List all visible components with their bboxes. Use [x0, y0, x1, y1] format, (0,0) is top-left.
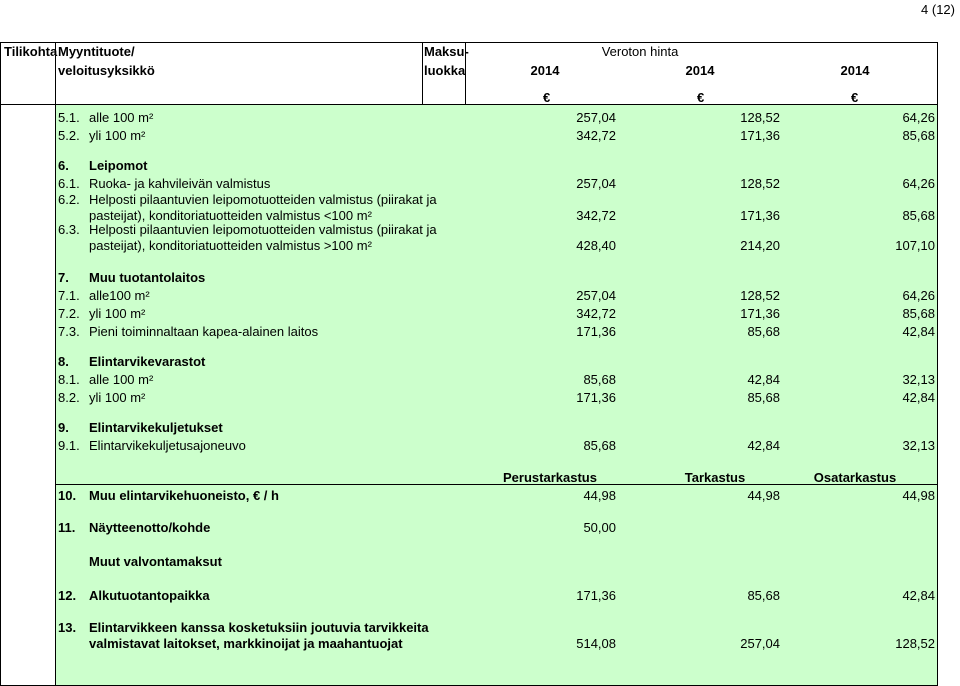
value-1: 171,36 [576, 324, 616, 339]
value-1: 257,04 [576, 176, 616, 191]
value-3: 85,68 [902, 306, 935, 321]
row-number: 6.1. [58, 176, 80, 191]
value-2: 128,52 [740, 176, 780, 191]
header-year-1: 2014 [530, 63, 560, 78]
row-label: Muu tuotantolaitos [89, 270, 206, 285]
row-number: 9. [58, 420, 69, 435]
value-1: 257,04 [576, 110, 616, 125]
row-number: 12. [58, 588, 77, 603]
value-3: 42,84 [902, 324, 935, 339]
value-3: 64,26 [902, 288, 935, 303]
row-number: 7.2. [58, 306, 80, 321]
value-2: 214,20 [740, 238, 780, 253]
value-1: 171,36 [576, 588, 616, 603]
value-3: 32,13 [902, 438, 935, 453]
row-label: Helposti pilaantuvien leipomotuotteiden valmistus (piirakat ja [89, 192, 437, 207]
header-fee: Maksu- [424, 44, 469, 59]
value-1: 342,72 [576, 208, 616, 223]
header-year-2: 2014 [685, 63, 715, 78]
header-year-3: 2014 [840, 63, 870, 78]
value-2: 171,36 [740, 306, 780, 321]
value-3: 128,52 [895, 636, 935, 651]
value-3: 64,26 [902, 176, 935, 191]
page-number: 4 (12) [921, 2, 955, 17]
row-label: Näytteenotto/kohde [89, 520, 211, 535]
value-3: 85,68 [902, 208, 935, 223]
value-2: 171,36 [740, 208, 780, 223]
header-product: Myyntituote/ [58, 44, 135, 59]
row-label: alle 100 m² [89, 110, 154, 125]
value-2: 128,52 [740, 110, 780, 125]
row-number: 5.1. [58, 110, 80, 125]
row-label: Ruoka- ja kahvileivän valmistus [89, 176, 271, 191]
row-label-cont: valmistavat laitokset, markkinoijat ja maahantuojat [89, 636, 403, 651]
row-number: 10. [58, 488, 77, 503]
currency-3: € [851, 90, 859, 105]
value-3: 42,84 [902, 588, 935, 603]
header-unit: veloitusyksikkö [58, 63, 155, 78]
subheader-osatarkastus: Osatarkastus [813, 470, 897, 485]
row-label: Elintarvikekuljetusajoneuvo [89, 438, 246, 453]
value-2: 42,84 [747, 438, 780, 453]
value-1: 342,72 [576, 306, 616, 321]
row-number: 7.1. [58, 288, 80, 303]
value-3: 107,10 [895, 238, 935, 253]
row-label: Elintarvikekuljetukset [89, 420, 223, 435]
fee-table [0, 42, 938, 686]
value-3: 42,84 [902, 390, 935, 405]
left-column [0, 104, 56, 686]
row-number: 7.3. [58, 324, 80, 339]
row-label: Elintarvikkeen kanssa kosketuksiin joutuvia tarvikkeita [89, 620, 429, 635]
row-label: Elintarvikevarastot [89, 354, 206, 369]
value-2: 42,84 [747, 372, 780, 387]
row-number: 8.2. [58, 390, 80, 405]
row-number: 11. [58, 520, 76, 535]
row-label: yli 100 m² [89, 128, 146, 143]
header-tilikohta: Tilikohta [4, 44, 58, 59]
value-2: 85,68 [747, 390, 780, 405]
value-3: 85,68 [902, 128, 935, 143]
row-number: 6.2. [58, 192, 80, 207]
currency-2: € [697, 90, 705, 105]
row-number: 6.3. [58, 222, 80, 237]
row-number: 6. [58, 158, 69, 173]
header-class: luokka [424, 63, 466, 78]
row-number: 8.1. [58, 372, 80, 387]
row-label: Helposti pilaantuvien leipomotuotteiden valmistus (piirakat ja [89, 222, 437, 237]
value-1: 50,00 [583, 520, 616, 535]
row-label: Muut valvontamaksut [89, 554, 222, 569]
value-2: 257,04 [740, 636, 780, 651]
currency-1: € [543, 90, 551, 105]
value-1: 257,04 [576, 288, 616, 303]
row-number: 9.1. [58, 438, 80, 453]
value-1: 44,98 [583, 488, 616, 503]
row-number: 5.2. [58, 128, 80, 143]
value-1: 85,68 [583, 372, 616, 387]
value-1: 85,68 [583, 438, 616, 453]
row-number: 7. [58, 270, 69, 285]
value-2: 85,68 [747, 324, 780, 339]
value-3: 64,26 [902, 110, 935, 125]
value-2: 85,68 [747, 588, 780, 603]
value-2: 128,52 [740, 288, 780, 303]
value-3: 32,13 [902, 372, 935, 387]
row-number: 8. [58, 354, 69, 369]
row-label: Leipomot [89, 158, 148, 173]
row-label-cont: pasteijat), konditoriatuotteiden valmistus <100 m² [89, 208, 372, 223]
subheader-perustarkastus: Perustarkastus [503, 470, 597, 485]
value-3: 44,98 [902, 488, 935, 503]
header-price-title: Veroton hinta [601, 44, 679, 59]
value-2: 171,36 [740, 128, 780, 143]
row-label: Pieni toiminnaltaan kapea-alainen laitos [89, 324, 319, 339]
row-label: Muu elintarvikehuoneisto, € / h [89, 488, 279, 503]
subheader-tarkastus: Tarkastus [684, 470, 746, 485]
row-label: yli 100 m² [89, 390, 146, 405]
row-number: 13. [58, 620, 77, 635]
row-label: yli 100 m² [89, 306, 146, 321]
row-label: alle 100 m² [89, 372, 154, 387]
value-1: 171,36 [576, 390, 616, 405]
row-label: Alkutuotantopaikka [89, 588, 210, 603]
row-label-cont: pasteijat), konditoriatuotteiden valmistus >100 m² [89, 238, 372, 253]
value-1: 514,08 [576, 636, 616, 651]
value-2: 44,98 [747, 488, 780, 503]
row-label: alle100 m² [89, 288, 150, 303]
value-1: 342,72 [576, 128, 616, 143]
value-1: 428,40 [576, 238, 616, 253]
